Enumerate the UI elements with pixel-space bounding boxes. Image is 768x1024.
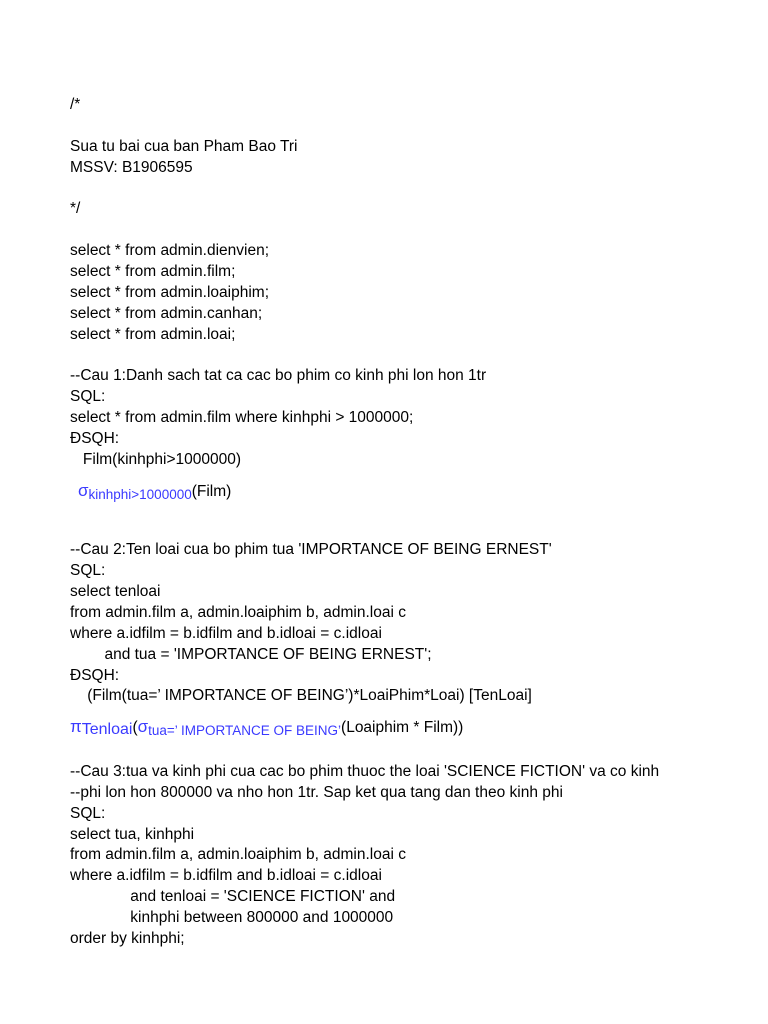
- q2-title: --Cau 2:Ten loai cua bo phim tua 'IMPORTANCE OF BEING ERNEST': [70, 541, 552, 558]
- q1-sql: select * from admin.film where kinhphi > 1000000;: [70, 409, 414, 426]
- formula-relation: (Loaiphim * Film)): [341, 719, 464, 736]
- q1-sql-label: SQL:: [70, 388, 106, 405]
- q2-dsqh: (Film(tua=’ IMPORTANCE OF BEING’)*LoaiPhim*Loai) [TenLoai]: [70, 687, 532, 704]
- q3-sql-line: where a.idfilm = b.idfilm and b.idloai = c.idloai: [70, 867, 382, 884]
- sigma-condition: tua=’ IMPORTANCE OF BEING’: [148, 723, 342, 738]
- select-line: select * from admin.canhan;: [70, 305, 263, 322]
- q3-sql-label: SQL:: [70, 805, 106, 822]
- select-line: select * from admin.loai;: [70, 326, 236, 343]
- pi-attribute: Tenloai: [81, 721, 133, 738]
- q2-sql-line: select tenloai: [70, 583, 161, 600]
- q2-sql-line: from admin.film a, admin.loaiphim b, admin.loai c: [70, 604, 406, 621]
- sigma-symbol: σ: [137, 717, 149, 736]
- select-line: select * from admin.loaiphim;: [70, 284, 269, 301]
- q3-title-line: --phi lon hon 800000 va nho hon 1tr. Sap ket qua tang dan theo kinh phi: [70, 784, 563, 801]
- comment-close: */: [70, 200, 81, 217]
- q3-sql-line: select tua, kinhphi: [70, 826, 195, 843]
- q2-sql-line: and tua = 'IMPORTANCE OF BEING ERNEST';: [70, 646, 432, 663]
- pi-symbol: π: [70, 717, 82, 736]
- q1-dsqh-label: ĐSQH:: [70, 430, 120, 447]
- formula-relation: (Film): [191, 483, 232, 500]
- q3-sql-line: and tenloai = 'SCIENCE FICTION' and: [70, 888, 396, 905]
- q1-formula: [78, 481, 231, 502]
- q2-sql-line: where a.idfilm = b.idfilm and b.idloai = c.idloai: [70, 625, 382, 642]
- q1-dsqh: Film(kinhphi>1000000): [70, 451, 242, 468]
- comment-open: /*: [70, 96, 81, 113]
- author-line: Sua tu bai cua ban Pham Bao Tri: [70, 138, 298, 155]
- q2-sql-label: SQL:: [70, 562, 106, 579]
- q3-sql-line: order by kinhphi;: [70, 930, 185, 947]
- q3-sql-line: from admin.film a, admin.loaiphim b, admin.loai c: [70, 846, 406, 863]
- q2-formula: [70, 717, 463, 738]
- q2-dsqh-label: ĐSQH:: [70, 667, 120, 684]
- q3-sql-line: kinhphi between 800000 and 1000000: [70, 909, 394, 926]
- select-line: select * from admin.dienvien;: [70, 242, 270, 259]
- sigma-condition: kinhphi>1000000: [88, 487, 192, 502]
- sigma-symbol: σ: [78, 481, 89, 500]
- q1-title: --Cau 1:Danh sach tat ca cac bo phim co kinh phi lon hon 1tr: [70, 367, 487, 384]
- select-line: select * from admin.film;: [70, 263, 236, 280]
- q3-title-line: --Cau 3:tua va kinh phi cua cac bo phim thuoc the loai 'SCIENCE FICTION' va co kinh: [70, 763, 660, 780]
- mssv-line: MSSV: B1906595: [70, 159, 193, 176]
- formula-paren: (: [132, 719, 138, 736]
